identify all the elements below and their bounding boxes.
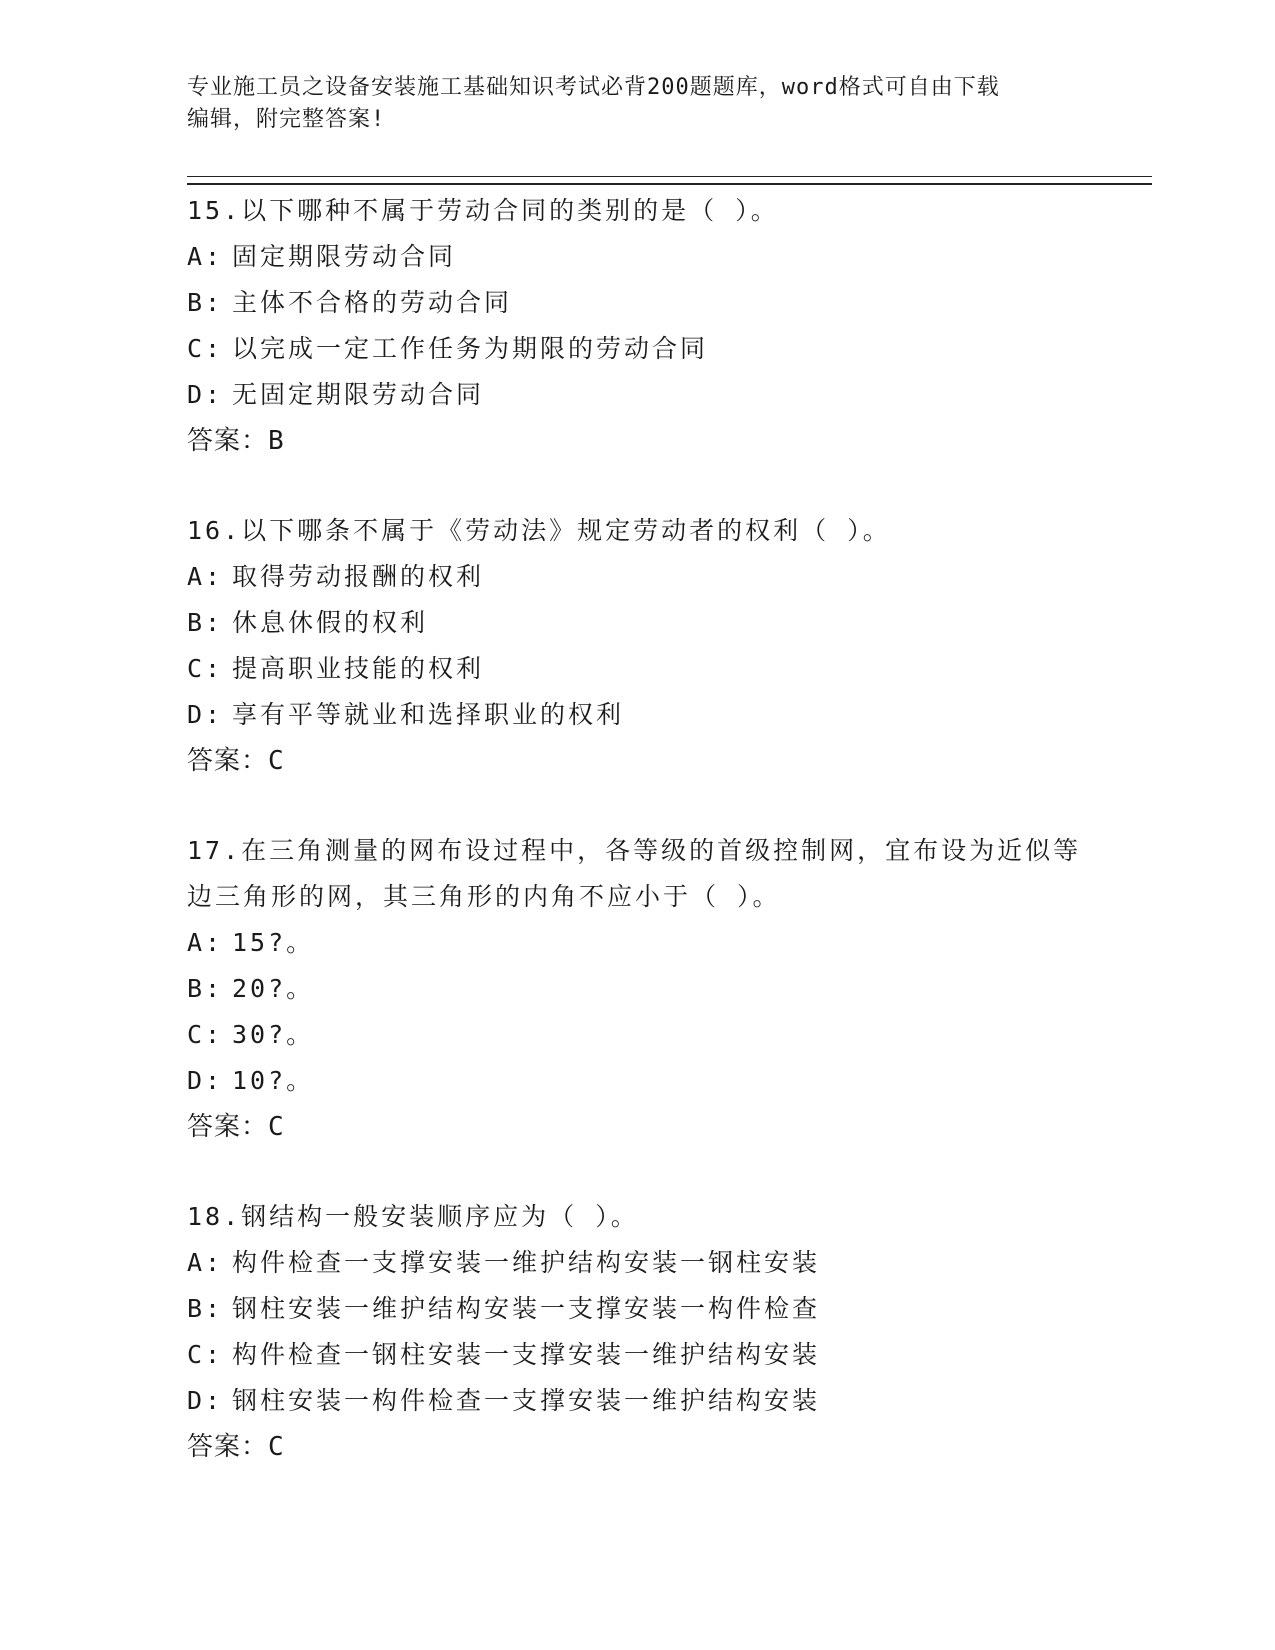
option-text: 钢柱安装一维护结构安装一支撑安装一构件检查	[232, 1294, 821, 1323]
option-a	[187, 920, 1087, 966]
option-a	[187, 554, 1087, 600]
option-c	[187, 326, 1087, 372]
option-key: D:	[187, 700, 224, 729]
option-key: B:	[187, 608, 224, 637]
option-text: 取得劳动报酬的权利	[232, 562, 485, 591]
question-17	[187, 828, 1087, 1150]
question-18	[187, 1194, 1087, 1470]
option-a	[187, 1240, 1087, 1286]
option-key: C:	[187, 654, 224, 683]
option-text: 10?。	[232, 1066, 315, 1095]
answer-line: 答案：C	[187, 1112, 285, 1142]
option-d	[187, 1378, 1087, 1424]
option-text: 构件检查一钢柱安装一支撑安装一维护结构安装	[232, 1340, 821, 1369]
option-key: C:	[187, 1020, 224, 1049]
option-key: C:	[187, 334, 224, 363]
option-c	[187, 1332, 1087, 1378]
option-text: 20?。	[232, 974, 315, 1003]
answer-line: 答案：B	[187, 426, 285, 456]
header-title-line-1: 专业施工员之设备安装施工基础知识考试必背200题题库，word格式可自由下载	[187, 75, 1000, 100]
option-text: 以完成一定工作任务为期限的劳动合同	[232, 334, 709, 363]
header-title-line-2: 编辑，附完整答案!	[187, 107, 386, 132]
option-text: 无固定期限劳动合同	[232, 380, 485, 409]
option-d	[187, 692, 1087, 738]
option-text: 30?。	[232, 1020, 315, 1049]
option-c	[187, 1012, 1087, 1058]
option-key: D:	[187, 380, 224, 409]
option-b	[187, 1286, 1087, 1332]
question-stem: 17.在三角测量的网布设过程中，各等级的首级控制网，宜布设为近似等边三角形的网，其三角形的内角不应小于（ ）。	[187, 836, 1082, 911]
option-key: A:	[187, 242, 224, 271]
question-list	[187, 188, 1087, 1514]
option-text: 构件检查一支撑安装一维护结构安装一钢柱安装	[232, 1248, 821, 1277]
option-b	[187, 966, 1087, 1012]
option-b	[187, 600, 1087, 646]
option-key: A:	[187, 1248, 224, 1277]
question-stem: 16.以下哪条不属于《劳动法》规定劳动者的权利（ ）。	[187, 516, 891, 545]
option-key: D:	[187, 1386, 224, 1415]
question-15	[187, 188, 1087, 464]
question-16	[187, 508, 1087, 784]
option-text: 提高职业技能的权利	[232, 654, 485, 683]
option-key: D:	[187, 1066, 224, 1095]
option-a	[187, 234, 1087, 280]
option-d	[187, 1058, 1087, 1104]
option-key: B:	[187, 288, 224, 317]
question-stem: 15.以下哪种不属于劳动合同的类别的是（ ）。	[187, 196, 779, 225]
option-key: B:	[187, 974, 224, 1003]
option-d	[187, 372, 1087, 418]
option-b	[187, 280, 1087, 326]
document-header	[187, 72, 1067, 136]
header-divider	[187, 176, 1152, 185]
option-text: 休息休假的权利	[232, 608, 429, 637]
answer-line: 答案：C	[187, 1432, 285, 1462]
question-stem: 18.钢结构一般安装顺序应为（ ）。	[187, 1202, 639, 1231]
option-text: 固定期限劳动合同	[232, 242, 457, 271]
option-key: A:	[187, 928, 224, 957]
option-text: 享有平等就业和选择职业的权利	[232, 700, 625, 729]
option-text: 15?。	[232, 928, 315, 957]
option-c	[187, 646, 1087, 692]
answer-line: 答案：C	[187, 746, 285, 776]
option-key: C:	[187, 1340, 224, 1369]
option-text: 主体不合格的劳动合同	[232, 288, 513, 317]
option-key: A:	[187, 562, 224, 591]
option-key: B:	[187, 1294, 224, 1323]
option-text: 钢柱安装一构件检查一支撑安装一维护结构安装	[232, 1386, 821, 1415]
